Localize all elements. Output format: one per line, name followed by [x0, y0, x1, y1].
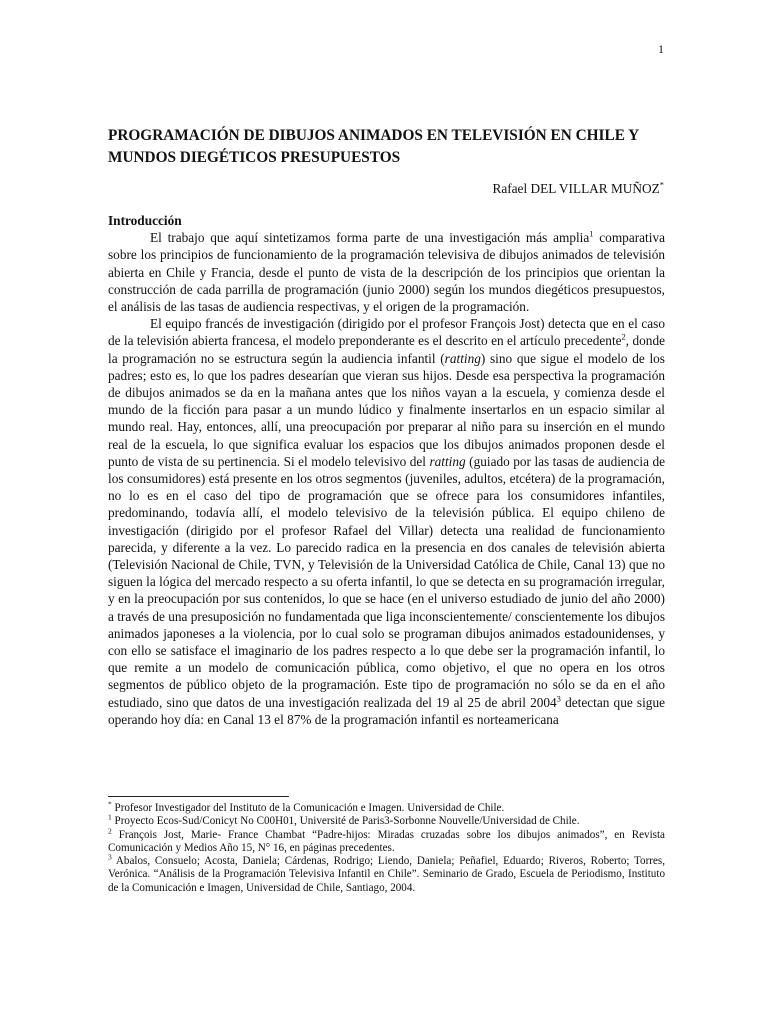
body-text: [108, 212, 665, 728]
footnote-text: Abalos, Consuelo; Acosta, Daniela; Cárdenas, Rodrigo; Liendo, Daniela; Peñafiel, Eduardo; Riveros, Roberto; Torres, Verónica. “Análisis de la Programación Televisiva Infantil en Chile”. Seminario de Grado, Escuela de Periodismo, Instituto de la Comunicación e Imagen, Universidad de Chile, Santiago, 2004.: [108, 855, 665, 894]
footnote-separator: [108, 796, 289, 797]
page-number: 1: [658, 42, 664, 56]
paragraph-2: [108, 315, 665, 728]
footnote-mark: 1: [108, 812, 112, 822]
footnote-text: François Jost, Marie- France Chambat “Padre-hijos: Miradas cruzadas sobre los dibujos animados”, en Revista Comunicación y Medios Año 15, N° 16, en páginas precedentes.: [108, 828, 665, 854]
footnote: [108, 812, 665, 828]
footnote-ref-3: 3: [556, 693, 561, 704]
footnotes: [108, 799, 665, 895]
author-note-mark: *: [659, 179, 664, 190]
footnote: [108, 852, 665, 895]
section-heading: Introducción: [108, 213, 182, 228]
p2-text-b: , donde la programación no se estructura según la audiencia infantil (: [108, 333, 665, 366]
p2-text-d: (guiado por las tasas de audiencia de los consumidores) está presente en los otros segmentos (juveniles, adultos, etcétera) de la programación, no lo es en el caso del tipo de programación que se ofrece para los consumidores infantiles, predominando, todavía allí, el modelo televisivo de la televisión pública. El equipo chileno de investigación (dirigido por el profesor Rafael del Villar) detecta una realidad de funcionamiento parecida, y diferente a la vez. Lo parecido radica en la presencia en dos canales de televisión abierta (Televisión Nacional de Chile, TVN, y Televisión de la Universidad Católica de Chile, Canal 13) que no siguen la lógica del mercado respecto a su oferta infantil, lo que se detecta en su programación irregular, y en la preocupación por sus contenidos, lo que se hace (en el universo estudiado de junio del año 2000) a través de una presuposición no fundamentada que liga inconscientemente/ conscientemente los dibujos animados japoneses a la violencia, por lo cual solo se programan dibujos animados estadounidenses, y con ello se satisface el imaginario de los padres respecto a lo que debe ser la programación infantil, lo que remite a un modelo de comunicación pública, como objetivo, el que no opera en los otros segmentos de público objeto de la programación. Este tipo de programación no sólo se da en el año estudiado, sino que datos de una investigación realizada del 19 al 25 de abril 2004: [108, 453, 666, 710]
footnote-text: Profesor Investigador del Instituto de la Comunicación e Imagen. Universidad de Chile.: [111, 802, 505, 814]
footnote-mark: 3: [108, 852, 112, 862]
paragraph-1: [108, 229, 665, 315]
author-name: Rafael DEL VILLAR MUÑOZ: [492, 181, 660, 196]
footnote-mark: 2: [108, 825, 112, 835]
footnote: [108, 825, 665, 856]
p1-text-a: El trabajo que aquí sintetizamos forma parte de una investigación más amplia: [150, 230, 590, 246]
document-title: PROGRAMACIÓN DE DIBUJOS ANIMADOS EN TELEVISIÓN EN CHILE Y MUNDOS DIEGÉTICOS PRESUPUESTOS: [108, 127, 639, 166]
italic-term-ratting-2: ratting: [429, 453, 466, 469]
footnote: [108, 799, 665, 815]
footnote-mark: *: [108, 799, 112, 809]
author-line: [108, 180, 664, 198]
p2-text-c: ) sino que sigue el modelo de los padres; esto es, lo que los padres desearían que vieran sus hijos. Desde esa perspectiva la programación de dibujos animados se da en la mañana antes que los niños vayan a la escuela, y comienza desde el mundo de la ficción para pasar a un mundo lúdico y finalmente insertarlos en un espacio similar al mundo real. Hay, entonces, allí, una preocupación por preparar al niño para su inserción en el mundo real de la escuela, lo que significa evaluar los espacios que los dibujos animados proponen desde el punto de vista de su pertinencia. Si el modelo televisivo del: [108, 350, 665, 469]
footnote-ref-1: 1: [589, 228, 594, 239]
p2-text-e: detectan que sigue operando hoy día: en Canal 13 el 87% de la programación infantil es norteamericana: [108, 694, 665, 727]
p2-text-a: El equipo francés de investigación (dirigido por el profesor François Jost) detecta que en el caso de la televisión abierta francesa, el modelo preponderante es el descrito en el artículo precedente: [108, 316, 665, 349]
footnote-ref-2: 2: [621, 332, 626, 342]
p1-text-b: comparativa sobre los principios de funcionamiento de la programación televisiva de dibujos animados de televisión abierta en Chile y Francia, desde el punto de vista de la descripción de los principios que orientan la construcción de cada parrilla de programación (junio 2000) según los mundos diegéticos presupuestos, el análisis de las tasas de audiencia respectivas, y el origen de la programación.: [108, 230, 665, 315]
footnote-text: Proyecto Ecos-Sud/Conicyt No C00H01, Université de Paris3-Sorbonne Nouvelle/Universidad de Chile.: [111, 815, 580, 828]
italic-term-ratting: ratting: [444, 350, 481, 366]
